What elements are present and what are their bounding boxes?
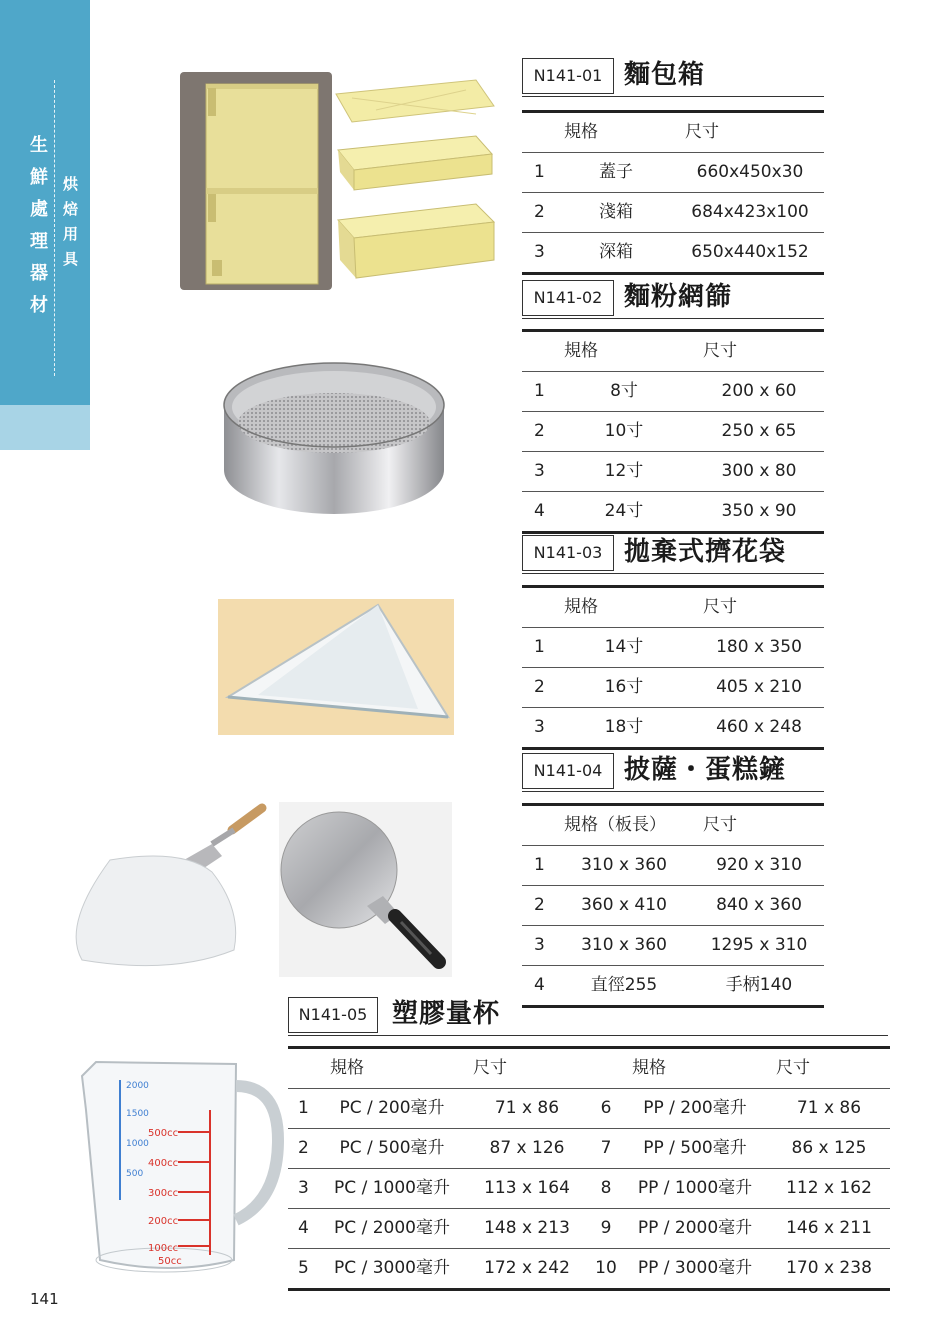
row-index: 2 — [534, 895, 545, 915]
row-index-2: 6 — [600, 1098, 612, 1118]
table-row — [522, 451, 824, 491]
table-header-row — [288, 1049, 890, 1088]
row-spec: 淺箱 — [599, 202, 633, 222]
row-spec: 14寸 — [604, 637, 644, 657]
header-size-2: 尺寸 — [776, 1058, 810, 1078]
row-size: 87 x 126 — [489, 1138, 565, 1158]
row-spec: 10寸 — [604, 421, 644, 441]
product-name: 披薩・蛋糕鏟 — [624, 755, 787, 785]
measuring-cup-image — [60, 1050, 285, 1280]
row-size: 180 x 350 — [716, 637, 802, 657]
spec-table-n141-05 — [288, 1046, 890, 1291]
cake-server-image — [279, 802, 452, 977]
header-spec: 規格 — [564, 122, 598, 142]
product-code: N141-04 — [522, 753, 614, 789]
header-size: 尺寸 — [703, 597, 737, 617]
row-index: 2 — [534, 677, 545, 697]
row-index-2: 9 — [600, 1218, 612, 1238]
table-header-row — [522, 806, 824, 845]
header-size: 尺寸 — [703, 341, 737, 361]
row-spec: 深箱 — [599, 242, 633, 262]
page-number: 141 — [30, 1290, 59, 1308]
svg-text:2000: 2000 — [126, 1081, 149, 1091]
header-spec: 規格 — [330, 1058, 364, 1078]
row-index: 1 — [298, 1098, 309, 1118]
row-size: 684x423x100 — [691, 202, 809, 222]
row-spec: 8寸 — [610, 381, 638, 401]
table-row — [522, 707, 824, 747]
row-size-2: 112 x 162 — [786, 1178, 872, 1198]
row-size-2: 86 x 125 — [791, 1138, 867, 1158]
row-spec: 16寸 — [604, 677, 644, 697]
row-size: 650x440x152 — [691, 242, 809, 262]
table-row — [288, 1088, 890, 1128]
row-index-2: 10 — [595, 1258, 617, 1278]
spec-table-n141-03 — [522, 585, 824, 750]
table-header-row — [522, 113, 824, 152]
table-header-row — [522, 588, 824, 627]
row-index: 3 — [298, 1178, 309, 1198]
subcategory-label: 烘焙用具 — [61, 176, 79, 276]
header-spec: 規格 — [564, 597, 598, 617]
table-row — [522, 491, 824, 531]
row-size: 840 x 360 — [716, 895, 802, 915]
product-code: N141-01 — [522, 58, 614, 94]
header-size: 尺寸 — [685, 122, 719, 142]
row-size-2: 71 x 86 — [796, 1098, 862, 1118]
spec-table-n141-04 — [522, 803, 824, 1008]
table-row — [522, 667, 824, 707]
row-index: 1 — [534, 162, 545, 182]
table-row — [522, 192, 824, 232]
row-spec: PC / 2000毫升 — [334, 1218, 450, 1238]
row-spec-2: PP / 1000毫升 — [637, 1178, 753, 1198]
row-index: 5 — [298, 1258, 309, 1278]
row-size: 113 x 164 — [484, 1178, 570, 1198]
svg-text:50cc: 50cc — [158, 1256, 182, 1267]
row-index-2: 8 — [600, 1178, 612, 1198]
row-spec: PC / 1000毫升 — [334, 1178, 450, 1198]
table-row — [522, 845, 824, 885]
header-size: 尺寸 — [703, 815, 737, 835]
row-spec: 蓋子 — [599, 162, 633, 182]
row-index-2: 7 — [600, 1138, 612, 1158]
row-spec: PC / 500毫升 — [339, 1138, 445, 1158]
table-row — [522, 627, 824, 667]
table-row — [522, 885, 824, 925]
row-size-2: 146 x 211 — [786, 1218, 872, 1238]
row-spec: 360 x 410 — [581, 895, 667, 915]
product-heading-n141-05 — [288, 997, 888, 1036]
row-spec-2: PP / 2000毫升 — [637, 1218, 753, 1238]
row-index: 1 — [534, 381, 545, 401]
category-label: 生鮮處理器材 — [27, 135, 48, 327]
svg-text:1000: 1000 — [126, 1139, 149, 1149]
row-spec: 310 x 360 — [581, 935, 667, 955]
svg-text:500: 500 — [126, 1169, 144, 1179]
row-spec-2: PP / 500毫升 — [643, 1138, 747, 1158]
row-index: 4 — [534, 501, 545, 521]
row-spec-2: PP / 200毫升 — [643, 1098, 747, 1118]
row-size-2: 170 x 238 — [786, 1258, 872, 1278]
header-spec-2: 規格 — [632, 1058, 666, 1078]
table-row — [522, 411, 824, 451]
row-index: 2 — [534, 421, 545, 441]
svg-text:200cc: 200cc — [148, 1216, 179, 1227]
table-row — [288, 1168, 890, 1208]
header-size: 尺寸 — [473, 1058, 507, 1078]
row-index: 2 — [298, 1138, 309, 1158]
row-spec: 310 x 360 — [581, 855, 667, 875]
product-name: 麵粉網篩 — [624, 282, 733, 312]
svg-text:100cc: 100cc — [148, 1243, 179, 1254]
product-code: N141-05 — [288, 997, 378, 1033]
table-row — [288, 1208, 890, 1248]
row-index: 3 — [534, 717, 545, 737]
row-size: 660x450x30 — [696, 162, 804, 182]
product-heading-n141-04 — [522, 753, 824, 792]
row-size: 148 x 213 — [484, 1218, 570, 1238]
row-size: 460 x 248 — [716, 717, 802, 737]
row-size: 350 x 90 — [721, 501, 797, 521]
row-index: 4 — [534, 975, 545, 995]
product-heading-n141-01 — [522, 58, 824, 97]
row-size: 250 x 65 — [721, 421, 797, 441]
spec-table-n141-01 — [522, 110, 824, 275]
product-heading-n141-03 — [522, 535, 824, 574]
row-spec: 18寸 — [604, 717, 644, 737]
svg-text:300cc: 300cc — [148, 1188, 179, 1199]
svg-text:400cc: 400cc — [148, 1158, 179, 1169]
header-spec: 規格 — [564, 341, 598, 361]
row-size: 300 x 80 — [721, 461, 797, 481]
row-spec: 24寸 — [604, 501, 644, 521]
row-index: 1 — [534, 637, 545, 657]
row-spec-2: PP / 3000毫升 — [637, 1258, 753, 1278]
table-row — [288, 1128, 890, 1168]
product-heading-n141-02 — [522, 280, 824, 319]
table-row — [522, 152, 824, 192]
row-index: 1 — [534, 855, 545, 875]
flour-sieve-image — [218, 355, 450, 520]
table-row — [522, 371, 824, 411]
bread-box-image — [176, 70, 501, 295]
svg-text:500cc: 500cc — [148, 1128, 179, 1139]
product-name: 麵包箱 — [624, 60, 706, 90]
spec-table-n141-02 — [522, 329, 824, 534]
row-size: 172 x 242 — [484, 1258, 570, 1278]
svg-text:1500: 1500 — [126, 1109, 149, 1119]
product-code: N141-02 — [522, 280, 614, 316]
piping-bag-image — [218, 599, 454, 735]
row-index: 4 — [298, 1218, 309, 1238]
row-size: 920 x 310 — [716, 855, 802, 875]
row-index: 3 — [534, 242, 545, 262]
header-spec: 規格（板長） — [564, 815, 666, 835]
table-header-row — [522, 332, 824, 371]
table-row — [288, 1248, 890, 1288]
row-size: 1295 x 310 — [710, 935, 808, 955]
side-tab-divider — [54, 80, 55, 376]
side-tab — [0, 0, 90, 450]
product-code: N141-03 — [522, 535, 614, 571]
row-index: 2 — [534, 202, 545, 222]
table-row — [522, 232, 824, 272]
row-index: 3 — [534, 935, 545, 955]
table-row — [522, 925, 824, 965]
row-size: 405 x 210 — [716, 677, 802, 697]
row-index: 3 — [534, 461, 545, 481]
row-size: 200 x 60 — [721, 381, 797, 401]
row-size: 71 x 86 — [494, 1098, 560, 1118]
row-size: 手柄140 — [725, 975, 793, 995]
row-spec: PC / 3000毫升 — [334, 1258, 450, 1278]
pizza-peel-image — [62, 800, 272, 980]
product-name: 塑膠量杯 — [392, 999, 501, 1029]
row-spec: PC / 200毫升 — [339, 1098, 445, 1118]
row-spec: 12寸 — [604, 461, 644, 481]
product-name: 拋棄式擠花袋 — [624, 537, 787, 567]
side-tab-accent — [0, 405, 90, 450]
row-spec: 直徑255 — [590, 975, 658, 995]
